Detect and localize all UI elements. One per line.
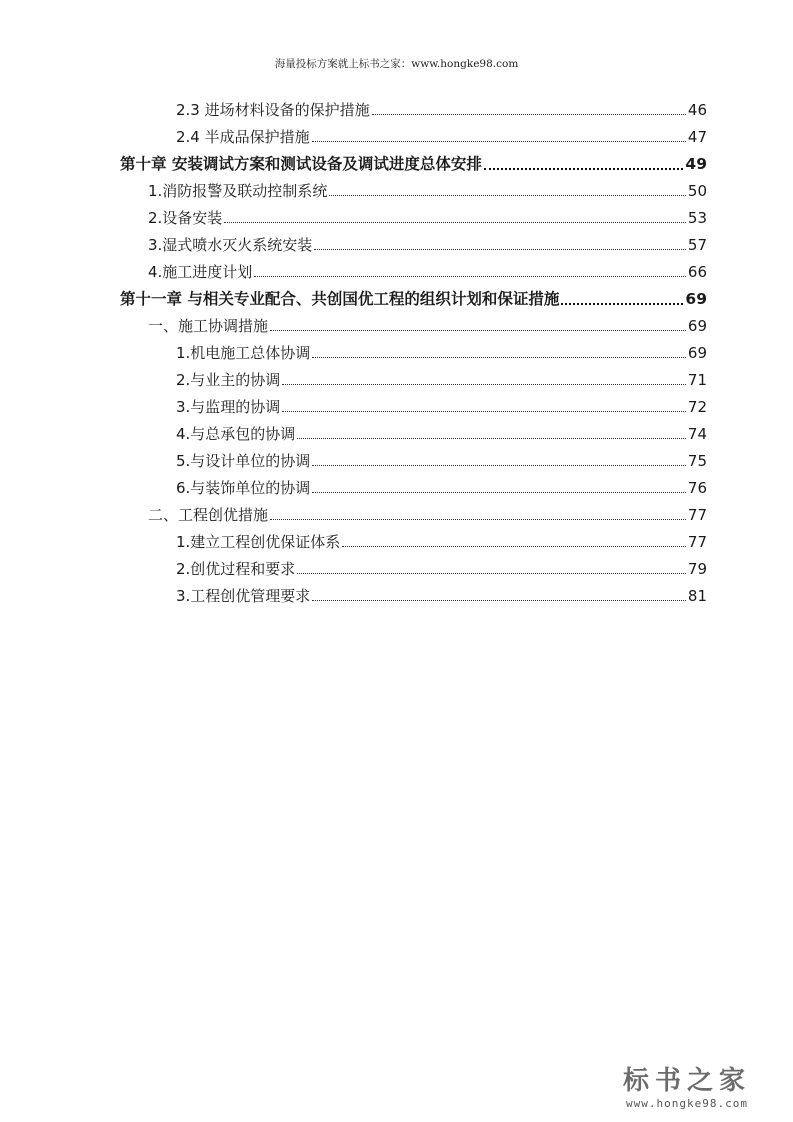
toc-dot-leader (254, 276, 686, 277)
toc-dot-leader (372, 114, 686, 115)
toc-dot-leader (312, 465, 686, 466)
toc-entry[interactable] (148, 502, 707, 528)
toc-entry[interactable] (176, 529, 707, 555)
toc-entry-page: 69 (687, 344, 707, 362)
toc-entry-page: 69 (685, 290, 707, 308)
toc-entry-title: 1.建立工程创优保证体系 (176, 533, 341, 551)
toc-entry[interactable] (176, 340, 707, 366)
toc-entry-page: 53 (687, 209, 707, 227)
toc-entry[interactable] (176, 367, 707, 393)
toc-entry-title: 2.3 进场材料设备的保护措施 (176, 101, 370, 119)
toc-entry-page: 57 (687, 236, 707, 254)
toc-dot-leader (297, 573, 686, 574)
toc-entry-title: 1.消防报警及联动控制系统 (148, 182, 328, 200)
toc-dot-leader (312, 141, 686, 142)
toc-entry-page: 66 (687, 263, 707, 281)
toc-chapter-entry[interactable] (120, 151, 707, 177)
toc-entry[interactable] (148, 178, 707, 204)
logo-url: www.hongke98.com (626, 1097, 748, 1110)
page-header: 海量投标方案就上标书之家：www.hongke98.com (274, 58, 519, 70)
toc-entry[interactable] (148, 313, 707, 339)
toc-entry-title: 一、施工协调措施 (148, 317, 269, 335)
toc-entry-title: 二、工程创优措施 (148, 506, 269, 524)
toc-entry[interactable] (148, 232, 707, 258)
toc-entry[interactable] (148, 205, 707, 231)
toc-entry-page: 77 (687, 506, 707, 524)
toc-entry-page: 74 (687, 425, 707, 443)
toc-entry-page: 77 (687, 533, 707, 551)
toc-entry-title: 4.施工进度计划 (148, 263, 253, 281)
toc-entry-page: 72 (687, 398, 707, 416)
toc-dot-leader (312, 492, 686, 493)
toc-entry-title: 第十章 安装调试方案和测试设备及调试进度总体安排 (120, 155, 482, 173)
toc-entry-title: 2.创优过程和要求 (176, 560, 296, 578)
toc-entry-title: 3.工程创优管理要求 (176, 587, 311, 605)
toc-entry-title: 2.4 半成品保护措施 (176, 128, 310, 146)
toc-entry[interactable] (176, 124, 707, 150)
toc-dot-leader (314, 249, 686, 250)
toc-entry-title: 2.设备安装 (148, 209, 223, 227)
toc-entry-page: 71 (687, 371, 707, 389)
toc-entry-title: 2.与业主的协调 (176, 371, 281, 389)
toc-entry-title: 第十一章 与相关专业配合、共创国优工程的组织计划和保证措施 (120, 290, 560, 308)
toc-dot-leader (329, 195, 686, 196)
toc-dot-leader (282, 411, 686, 412)
toc-dot-leader (270, 519, 686, 520)
toc-dot-leader (282, 384, 686, 385)
toc-entry-title: 3.湿式喷水灭火系统安装 (148, 236, 313, 254)
toc-entry[interactable] (176, 394, 707, 420)
toc-entry[interactable] (176, 475, 707, 501)
toc-entry-page: 69 (687, 317, 707, 335)
toc-entry-page: 46 (687, 101, 707, 119)
toc-dot-leader (561, 303, 683, 305)
toc-entry-page: 79 (687, 560, 707, 578)
toc-entry-page: 75 (687, 452, 707, 470)
toc-entry-page: 81 (687, 587, 707, 605)
toc-entry[interactable] (176, 556, 707, 582)
toc-entry[interactable] (176, 421, 707, 447)
toc-entry[interactable] (176, 583, 707, 609)
site-logo (607, 1066, 767, 1112)
toc-dot-leader (312, 357, 686, 358)
toc-entry[interactable] (176, 448, 707, 474)
toc-entry-title: 4.与总承包的协调 (176, 425, 296, 443)
toc-entry-page: 49 (685, 155, 707, 173)
toc-dot-leader (312, 600, 686, 601)
toc-dot-leader (342, 546, 686, 547)
toc-dot-leader (224, 222, 686, 223)
toc-dot-leader (484, 168, 684, 170)
toc-entry-page: 50 (687, 182, 707, 200)
logo-wordmark: 标书之家 (622, 1066, 751, 1096)
toc-entry-title: 5.与设计单位的协调 (176, 452, 311, 470)
toc-entry[interactable] (176, 97, 707, 123)
toc-entry-page: 76 (687, 479, 707, 497)
toc-entry-page: 47 (687, 128, 707, 146)
toc-entry[interactable] (148, 259, 707, 285)
toc-entry-title: 3.与监理的协调 (176, 398, 281, 416)
toc-entry-title: 1.机电施工总体协调 (176, 344, 311, 362)
toc-dot-leader (297, 438, 686, 439)
toc-chapter-entry[interactable] (120, 286, 707, 312)
toc-entry-title: 6.与装饰单位的协调 (176, 479, 311, 497)
toc-dot-leader (270, 330, 686, 331)
